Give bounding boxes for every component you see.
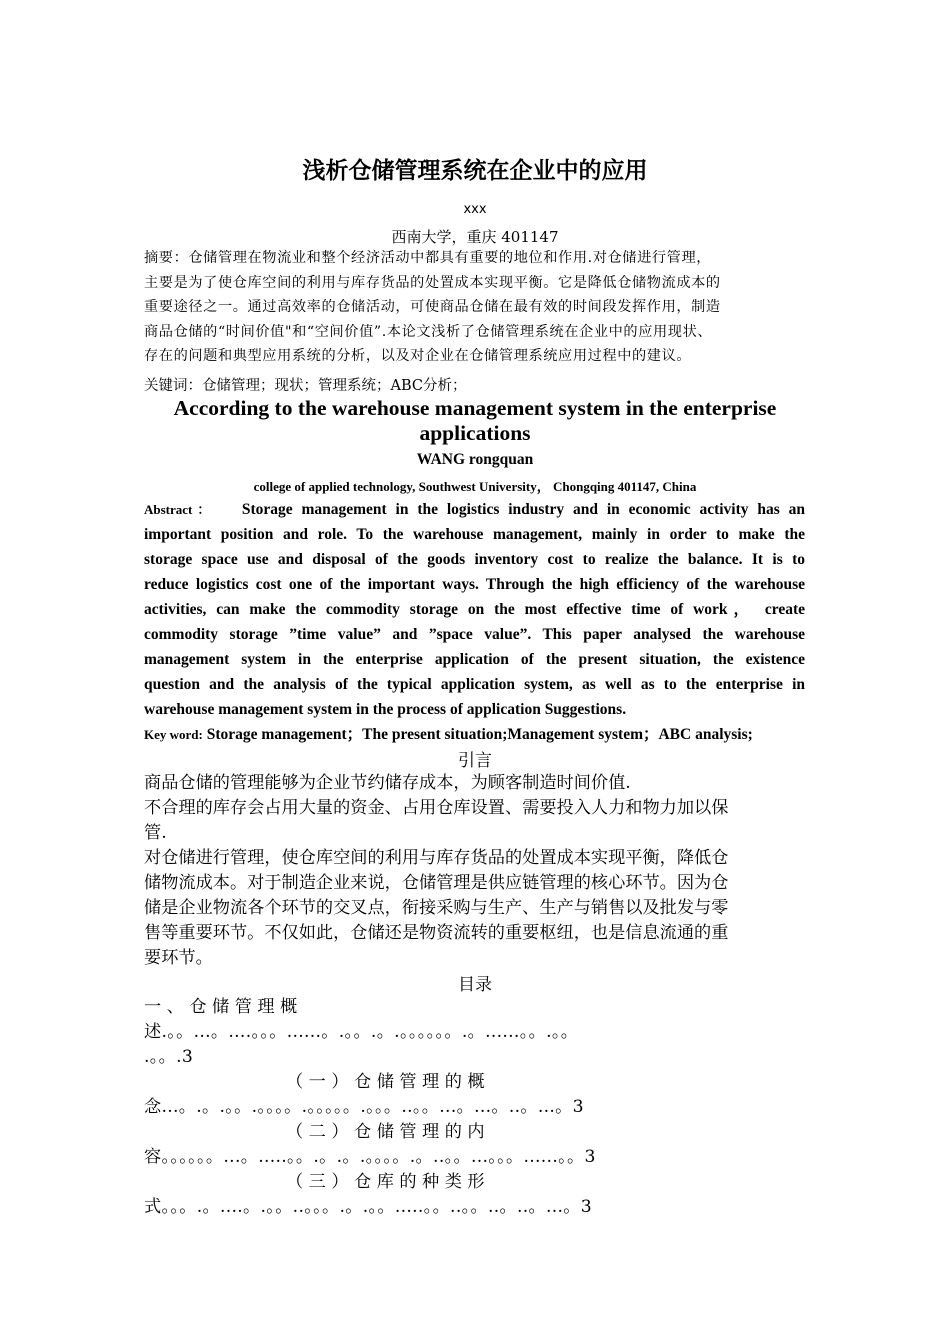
toc-entry-1-page[interactable]: .。。.3 [144,1047,194,1067]
toc-char: ） [331,1172,349,1192]
toc-char: ） [331,1072,349,1092]
intro-heading: 引言 [458,751,492,771]
intro-body [144,771,805,971]
toc-entry-1-leader[interactable]: 述.。。...。....。。。......。.。。.。.。。。。。。.。......。。.。。 [144,1022,579,1042]
toc-entry-4-leader[interactable]: 式。。。.。....。.。。..。。。.。.。。.....。。..。。..。..。...。3 [144,1197,592,1217]
keywords-english [144,722,805,744]
keywords-en-label: Key word: [144,727,203,742]
toc-char: 仓 [354,1072,372,1092]
toc-char: 、 [166,997,184,1017]
toc-char: 储 [212,997,230,1017]
toc-char: 二 [308,1122,326,1142]
abstract-english [144,497,805,722]
toc-char: 的 [399,1172,417,1192]
author-affiliation: 西南大学，重庆 401147 [391,228,559,246]
abstract-en-line: storage space use and disposal of the goods inventory cost to realize the balance. It is to [144,551,805,568]
english-affiliation: college of applied technology, Southwest University， Chongqing 401147, China [253,479,697,494]
abstract-en-line: warehouse management system in the process of application Suggestions. [144,701,627,718]
toc-char: 理 [257,997,275,1017]
toc-char: 形 [467,1172,485,1192]
abstract-en-line [144,497,805,522]
intro-line: 不合理的库存会占用大量的资金、占用仓库设置、需要投入人力和物力加以保 [144,798,729,818]
toc-char: 仓 [354,1122,372,1142]
abstract-cn-line: 重要途径之一。通过高效率的仓储活动，可使商品仓储在最有效的时间段发挥作用，制造 [144,299,721,315]
toc-char: 种 [422,1172,440,1192]
abstract-en-line: important position and role. To the warehouse management, mainly in order to make the [144,526,805,543]
toc-char: 三 [308,1172,326,1192]
author-name: xxx [463,202,487,217]
abstract-en-line: management system in the enterprise application of the present situation, the existence [144,651,805,668]
abstract-en-line: commodity storage ”time value” and ”space value”. This paper analysed the warehouse [144,626,805,643]
toc-char: 概 [467,1072,485,1092]
keywords-en-text: Storage management；The present situation;Management system；ABC analysis; [206,726,753,743]
abstract-cn-line: 主要是为了使仓库空间的利用与库存货品的处置成本实现平衡。它是降低仓储物流成本的 [144,274,721,291]
toc-char: 一 [308,1072,326,1092]
toc-entry-2-leader[interactable]: 念...。.。.。。.。。。。.。。。。。.。。。..。。...。...。..。...。3 [144,1097,584,1117]
toc-entry-2-label[interactable] [144,1070,805,1095]
abstract-chinese [144,246,805,369]
toc-char: 内 [467,1122,485,1142]
toc-heading: 目录 [458,975,492,995]
toc-char: 类 [444,1172,462,1192]
english-title-line-2: applications [419,421,531,445]
toc-entry-1-label[interactable] [144,995,805,1020]
intro-line: 要环节。 [144,948,213,968]
abstract-en-line: reduce logistics cost one of the important ways. Through the high efficiency of the warehouse [144,576,805,593]
toc-char: 一 [144,997,162,1017]
abstract-en-text: Storage management in the logistics industry and in economic activity has an [241,501,805,518]
abstract-label: Abstract： [144,502,216,517]
keywords-chinese: 关键词：仓储管理；现状；管理系统；ABC分析； [144,378,467,394]
abstract-cn-line: 存在的问题和典型应用系统的分析，以及对企业在仓储管理系统应用过程中的建议。 [144,348,692,364]
intro-line: 储是企业物流各个环节的交叉点，衔接采购与生产、生产与销售以及批发与零 [144,898,729,918]
abstract-en-line: question and the analysis of the typical application system, as well as to the enterprise in [144,676,805,693]
toc-char: 储 [376,1072,394,1092]
toc-char: 库 [376,1172,394,1192]
intro-line: 储物流成本。对于制造企业来说，仓储管理是供应链管理的核心环节。因为仓 [144,873,729,893]
intro-line: 管. [144,823,167,843]
toc-char: 的 [444,1072,462,1092]
paper-title: 浅析仓储管理系统在企业中的应用 [302,158,648,184]
toc-char: 仓 [354,1172,372,1192]
toc-entry-3-label[interactable] [144,1120,805,1145]
toc-char: （ [286,1122,304,1142]
english-title [0,396,950,446]
toc-entry-3-leader[interactable]: 容。。。。。。...。.....。。.。.。.。。。。.。..。。...。。。......。。3 [144,1147,596,1167]
toc-entry-4-label[interactable] [144,1170,805,1195]
table-of-contents [144,995,805,1220]
abstract-cn-line: 摘要：仓储管理在物流业和整个经济活动中都具有重要的地位和作用.对仓储进行管理， [144,250,712,266]
toc-char: 理 [422,1072,440,1092]
toc-char: ） [331,1122,349,1142]
intro-line: 对仓储进行管理，使仓库空间的利用与库存货品的处置成本实现平衡，降低仓 [144,848,729,868]
toc-char: （ [286,1072,304,1092]
toc-char: 的 [444,1122,462,1142]
abstract-en-line: activities, can make the commodity storage on the most effective time of work， create [144,601,805,618]
english-author: WANG rongquan [416,451,534,468]
english-title-line-1: According to the warehouse management system in the enterprise [173,396,777,420]
abstract-cn-line: 商品仓储的“时间价值"和“空间价值”.本论文浅析了仓储管理系统在企业中的应用现状、 [144,323,713,340]
intro-line: 售等重要环节。不仅如此，仓储还是物资流转的重要枢纽，也是信息流通的重 [144,923,729,943]
toc-char: 理 [422,1122,440,1142]
toc-char: 管 [234,997,252,1017]
toc-char: 管 [399,1122,417,1142]
toc-char: 仓 [189,997,207,1017]
toc-char: 概 [280,997,298,1017]
toc-char: 储 [376,1122,394,1142]
toc-char: 管 [399,1072,417,1092]
intro-line: 商品仓储的管理能够为企业节约储存成本，为顾客制造时间价值. [144,773,631,793]
toc-char: （ [286,1172,304,1192]
